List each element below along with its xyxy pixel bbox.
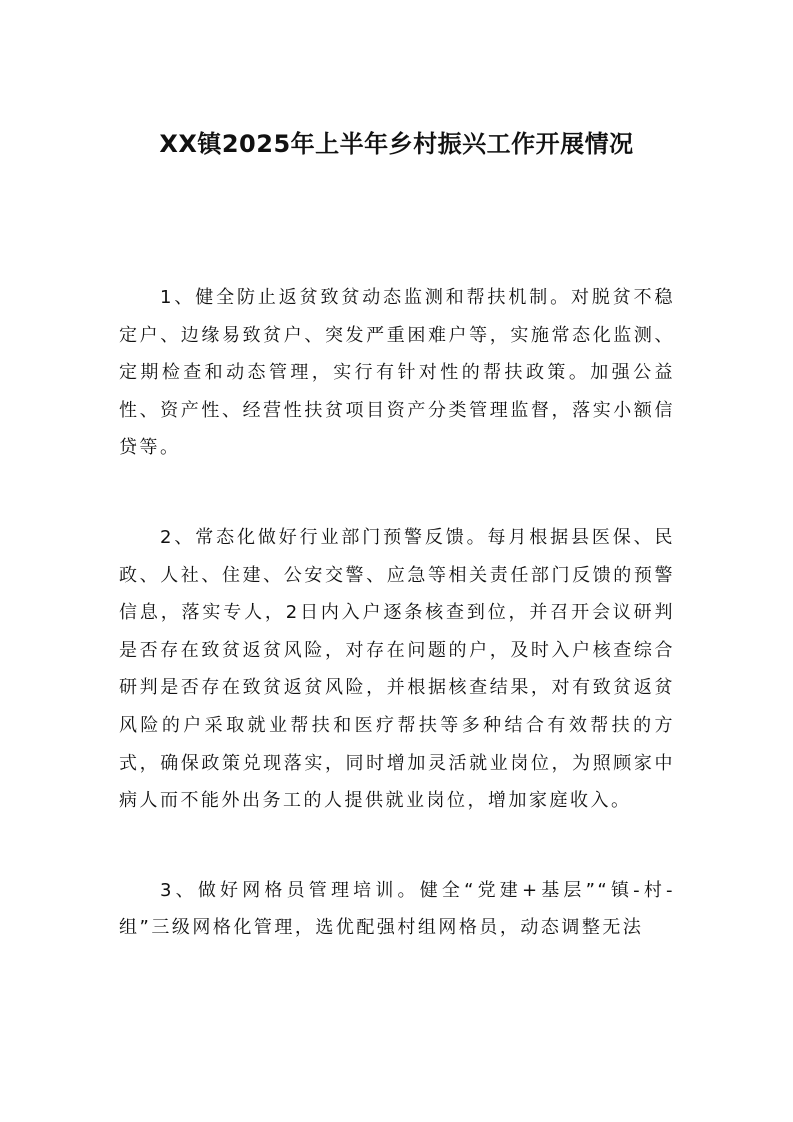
document-body [119, 279, 675, 999]
paragraph-2: 2、常态化做好行业部门预警反馈。每月根据县医保、民政、人社、住建、公安交警、应急等相关责任部门反馈的预警信息，落实专人，2日内入户逐条核查到位，并召开会议研判是否存在致贫返贫风险，对存在问题的户，及时入户核查综合研判是否存在致贫返贫风险，并根据核查结果，对有致贫返贫风险的户采取就业帮扶和医疗帮扶等多种结合有效帮扶的方式，确保政策兑现落实，同时增加灵活就业岗位，为照顾家中病人而不能外出务工的人提供就业岗位，增加家庭收入。 [119, 526, 675, 812]
paragraph-1: 1、健全防止返贫致贫动态监测和帮扶机制。对脱贫不稳定户、边缘易致贫户、突发严重困难户等，实施常态化监测、定期检查和动态管理，实行有针对性的帮扶政策。加强公益性、资产性、经营性扶贫项目资产分类管理监督，落实小额信贷等。 [119, 287, 675, 459]
document-title: XX镇2025年上半年乡村振兴工作开展情况 [159, 130, 634, 158]
paragraph-3: 3、做好网格员管理培训。健全“党建+基层”“镇-村-组”三级网格化管理，选优配强村组网格员，动态调整无法 [119, 879, 675, 939]
